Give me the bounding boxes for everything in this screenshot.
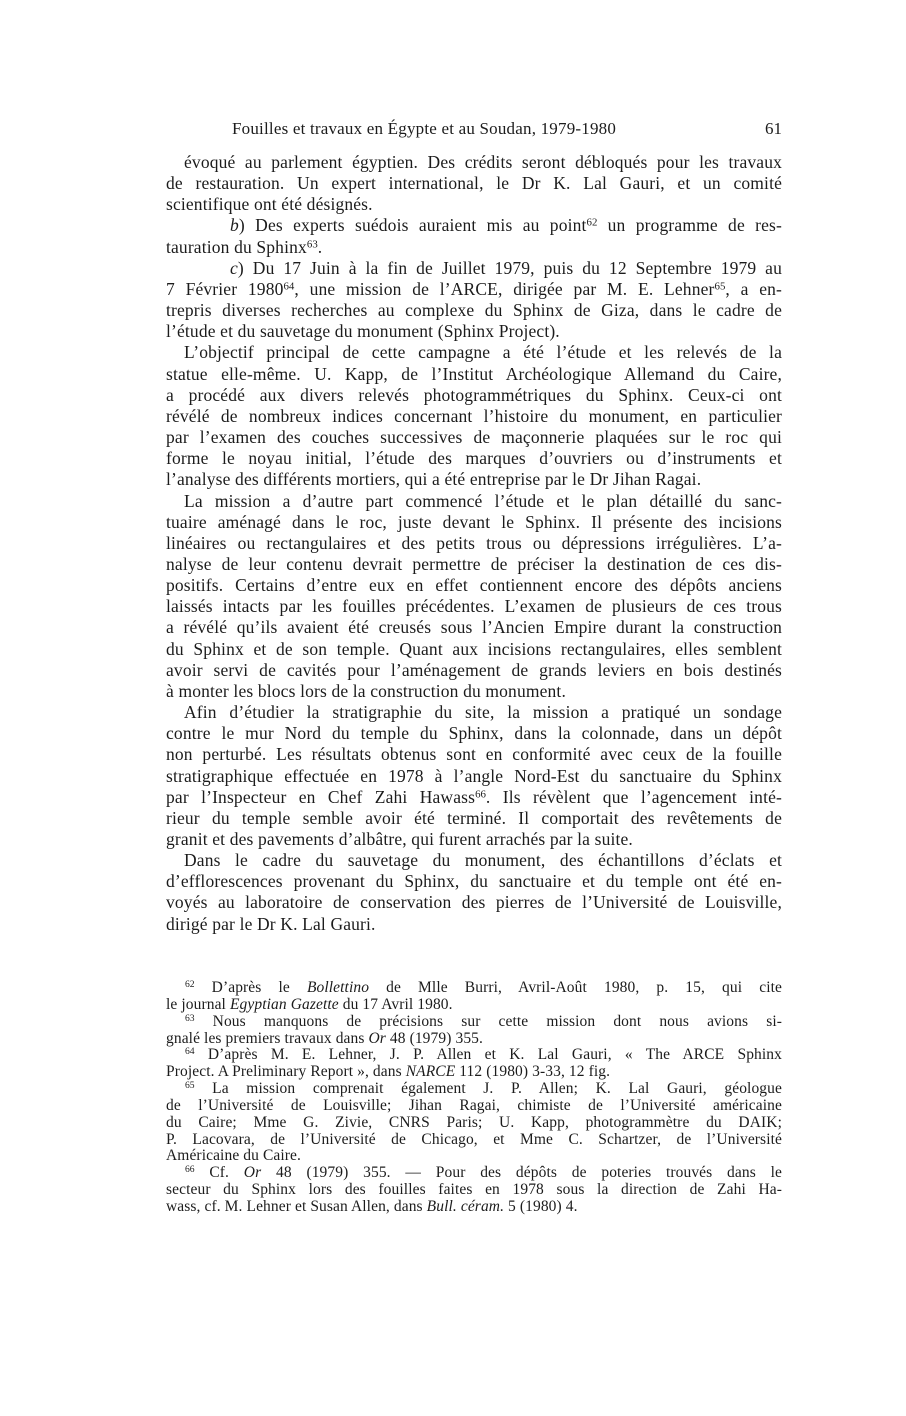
text-run: un programme de res- <box>597 215 782 236</box>
text-line <box>166 723 782 744</box>
text-run: linéaires ou rectangulaires et des petits trous ou dépressions irrégulières. L’a- <box>166 532 782 553</box>
text-run: ) Du 17 Juin à la fin de Juillet 1979, puis du 12 Septembre 1979 au <box>237 257 782 278</box>
text-run: trepris diverses recherches au complexe du Sphinx de Giza, dans le cadre de <box>166 300 782 321</box>
footnote-number: 64 <box>185 1046 195 1058</box>
italic-text: Egyptian Gazette <box>229 995 339 1013</box>
footnote-reference: 62 <box>586 217 598 230</box>
text-run: Américaine du Caire. <box>166 1147 301 1165</box>
text-line <box>166 194 782 215</box>
running-title: Fouilles et travaux en Égypte et au Soudan, 1979-1980 <box>232 119 617 138</box>
footnote-reference: 66 <box>475 788 486 801</box>
text-run: 112 (1980) 3-33, 12 fig. <box>455 1063 611 1081</box>
paragraph <box>166 215 782 257</box>
text-run: statue elle-même. U. Kapp, de l’Institut Archéologique Allemand du Caire, <box>166 363 782 384</box>
paragraph <box>166 702 782 850</box>
text-line <box>166 766 782 787</box>
text-run: Cf. <box>194 1164 244 1182</box>
text-run: Afin d’étudier la stratigraphie du site, la mission a pratiqué un sondage <box>184 702 782 723</box>
text-line <box>166 554 782 575</box>
text-line <box>166 1014 782 1031</box>
paragraph <box>166 342 782 490</box>
paragraph <box>166 850 782 935</box>
text-run: D’après M. E. Lehner, J. P. Allen et K. Lal Gauri, « The ARCE Sphinx <box>194 1046 782 1064</box>
text-line <box>166 237 782 258</box>
footnote <box>166 1014 782 1048</box>
footnotes <box>166 980 782 1216</box>
text-line <box>166 596 782 617</box>
text-line <box>166 871 782 892</box>
text-run: , a en- <box>725 278 783 299</box>
text-line <box>166 850 782 871</box>
text-line <box>166 575 782 596</box>
footnote <box>166 1047 782 1081</box>
text-run: du Sphinx et de son temple. Quant aux incisions rectangulaires, elles semblent <box>166 638 782 659</box>
text-run: révélé de nombreux indices concernant l’histoire du monument, en particulier <box>166 405 782 426</box>
italic-text: NARCE <box>405 1063 456 1081</box>
text-line <box>166 448 782 469</box>
italic-text: Or <box>243 1164 262 1182</box>
text-run: , une mission de l’ARCE, dirigée par M. E. Lehner <box>294 278 715 299</box>
footnote-reference: 64 <box>283 280 295 293</box>
footnote-number: 62 <box>185 979 195 991</box>
text-run: tauration du Sphinx <box>166 236 307 257</box>
text-run: contre le mur Nord du temple du Sphinx, dans la colonnade, dans un dépôt <box>166 723 782 744</box>
text-run: P. Lacovara, de l’Université de Chicago, et Mme C. Schartzer, de l’Université <box>166 1130 782 1148</box>
text-run: du Caire; Mme G. Zivie, CNRS Paris; U. Kapp, photogrammètre du DAIK; <box>166 1113 782 1131</box>
text-line <box>166 744 782 765</box>
text-run: . Ils révèlent que l’agencement inté- <box>485 786 782 807</box>
text-run: stratigraphique effectuée en 1978 à l’angle Nord-Est du sanctuaire du Sphinx <box>166 765 782 786</box>
text-line <box>166 1047 782 1064</box>
text-line <box>166 1182 782 1199</box>
text-run: par l’Inspecteur en Chef Zahi Hawass <box>166 786 476 807</box>
text-line <box>166 321 782 342</box>
text-line <box>166 617 782 638</box>
text-run: 7 Février 1980 <box>166 278 284 299</box>
text-line <box>166 491 782 512</box>
text-line <box>166 512 782 533</box>
text-line <box>166 469 782 490</box>
footnote-number: 63 <box>185 1012 195 1024</box>
text-run: non perturbé. Les résultats obtenus sont en conformité avec ceux de la fouille <box>166 744 782 765</box>
footnote-number: 66 <box>185 1164 195 1176</box>
footnote-number: 65 <box>185 1080 195 1092</box>
footnote-reference: 63 <box>306 238 318 251</box>
italic-text: Bull. céram. <box>426 1197 505 1215</box>
text-line <box>166 829 782 850</box>
text-line <box>166 385 782 406</box>
text-line <box>166 152 782 173</box>
text-line <box>166 681 782 702</box>
text-run: nalyse de leur contenu devrait permettre de préciser la destination de ces dis- <box>166 553 782 574</box>
text-run: par l’examen des couches successives de maçonnerie plaquées sur le roc qui <box>166 427 782 448</box>
text-line <box>166 639 782 660</box>
text-run: de restauration. Un expert international, le Dr K. Lal Gauri, et un comité <box>166 173 782 194</box>
text-run: 48 (1979) 355. — Pour des dépôts de poteries trouvés dans le <box>261 1164 783 1182</box>
text-run: wass, cf. M. Lehner et Susan Allen, dans <box>166 1197 427 1215</box>
text-line <box>166 1081 782 1098</box>
text-line <box>166 914 782 935</box>
text-line <box>166 1064 782 1081</box>
text-line <box>166 173 782 194</box>
text-line <box>166 427 782 448</box>
text-run: granit et des pavements d’albâtre, qui furent arrachés par la suite. <box>166 829 633 849</box>
text-run: Nous manquons de précisions sur cette mission dont nous avions si- <box>194 1012 782 1030</box>
text-run: forme le noyau initial, l’étude des marques d’ouvriers ou d’instruments et <box>166 448 782 469</box>
text-run: l’étude et du sauvetage du monument (Sphinx Project). <box>166 321 560 342</box>
text-line <box>166 406 782 427</box>
text-run: positifs. Certains d’entre eux en effet contiennent encore des dépôts anciens <box>166 575 782 596</box>
text-run: d’efflorescences provenant du Sphinx, du sanctuaire et du temple ont été en- <box>166 871 782 892</box>
text-run: rieur du temple semble avoir été terminé. Il comportait des revêtements de <box>166 807 782 828</box>
text-line <box>166 533 782 554</box>
paragraph <box>166 152 782 215</box>
text-run: de Mlle Burri, Avril-Août 1980, p. 15, qui cite <box>369 979 782 996</box>
text-run: de l’Université de Louisville; Jihan Ragai, chimiste de l’Université américaine <box>166 1096 782 1114</box>
text-line <box>166 279 782 300</box>
text-run: dirigé par le Dr K. Lal Gauri. <box>166 913 376 934</box>
text-run: secteur du Sphinx lors des fouilles faites en 1978 sous la direction de Zahi Ha- <box>166 1181 782 1199</box>
text-line <box>166 1148 782 1165</box>
footnote <box>166 980 782 1014</box>
text-run: tuaire aménagé dans le roc, juste devant le Sphinx. Il présente des incisions <box>166 511 782 532</box>
text-run: avoir servi de cavités pour l’aménagement de grands leviers en bois destinés <box>166 659 782 680</box>
text-run: l’analyse des différents mortiers, qui a été entreprise par le Dr Jihan Ragai. <box>166 469 702 490</box>
italic-text: Bollettino <box>306 979 370 996</box>
text-line <box>166 1199 782 1216</box>
italic-text: Or <box>368 1029 386 1047</box>
text-run: Project. A Preliminary Report », dans <box>166 1063 406 1081</box>
text-run: évoqué au parlement égyptien. Des crédits seront débloqués pour les travaux <box>184 152 782 172</box>
text-run: Dans le cadre du sauvetage du monument, des échantillons d’éclats et <box>184 850 782 871</box>
text-run: D’après le <box>194 979 307 996</box>
text-run: La mission a d’autre part commencé l’étude et le plan détaillé du sanc- <box>184 490 782 511</box>
text-line <box>166 892 782 913</box>
text-line <box>166 1132 782 1149</box>
text-run: du 17 Avril 1980. <box>338 995 453 1013</box>
text-line <box>166 258 782 279</box>
footnote <box>166 1081 782 1165</box>
text-line <box>166 1115 782 1132</box>
text-line <box>166 980 782 997</box>
text-run: a procédé aux divers relevés photogrammétriques du Sphinx. Ceux-ci ont <box>166 384 782 405</box>
text-run: scientifique ont été désignés. <box>166 194 373 215</box>
text-line <box>166 1031 782 1048</box>
text-run: à monter les blocs lors de la construction du monument. <box>166 680 566 701</box>
text-run: La mission comprenait également J. P. Allen; K. Lal Gauri, géologue <box>194 1080 782 1098</box>
text-line <box>166 364 782 385</box>
italic-text: b <box>230 215 239 236</box>
text-line <box>166 660 782 681</box>
page-number: 61 <box>765 119 782 138</box>
text-run: 48 (1979) 355. <box>385 1029 483 1047</box>
text-line <box>166 787 782 808</box>
text-run: laissés intacts par les fouilles précédentes. L’examen de plusieurs de ces trous <box>166 596 782 617</box>
footnote <box>166 1165 782 1216</box>
text-line <box>166 300 782 321</box>
body-text <box>166 152 782 935</box>
text-run: ) Des experts suédois auraient mis au point <box>238 215 587 236</box>
text-line <box>166 215 782 236</box>
text-line <box>166 1098 782 1115</box>
text-run: a révélé qu’ils avaient été creusés sous l’Ancien Empire durant la construction <box>166 617 782 638</box>
italic-text: c <box>230 257 238 278</box>
text-run: le journal <box>166 995 230 1013</box>
text-run: . <box>317 236 323 257</box>
text-line <box>166 702 782 723</box>
text-run: voyés au laboratoire de conservation des pierres de l’Université de Louisville, <box>166 892 782 913</box>
text-run: 5 (1980) 4. <box>504 1197 578 1215</box>
text-run: L’objectif principal de cette campagne a été l’étude et les relevés de la <box>184 342 782 363</box>
paragraph <box>166 491 782 703</box>
text-line <box>166 997 782 1014</box>
text-line <box>166 342 782 363</box>
footnote-reference: 65 <box>714 280 726 293</box>
running-head <box>166 118 782 139</box>
paragraph <box>166 258 782 343</box>
text-run: gnalé les premiers travaux dans <box>166 1029 369 1047</box>
text-line <box>166 808 782 829</box>
text-line <box>166 1165 782 1182</box>
